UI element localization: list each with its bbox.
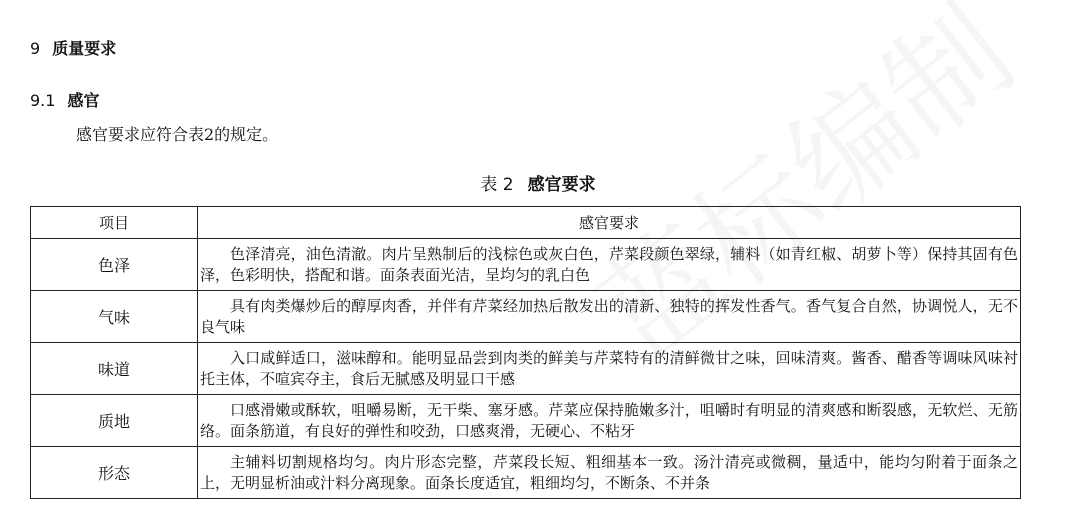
table-row	[31, 343, 1021, 395]
table-header-row	[31, 207, 1021, 239]
row-item-cell: 味道	[31, 343, 198, 395]
row-item-cell: 色泽	[31, 239, 198, 291]
row-desc-cell: 口感滑嫩或酥软，咀嚼易断，无干柴、塞牙感。芹菜应保持脆嫩多汁，咀嚼时有明显的清爽感和断裂感，无软烂、无筋络。面条筋道，有良好的弹性和咬劲，口感爽滑，无硬心、不粘牙	[198, 395, 1021, 447]
subsection-heading	[30, 88, 99, 111]
table-caption	[0, 170, 1076, 195]
table-caption-number: 表 2	[480, 175, 514, 195]
row-desc-cell: 主辅料切割规格均匀。肉片形态完整，芹菜段长短、粗细基本一致。汤汁清亮或微稠，量适中，能均匀附着于面条之上，无明显析油或汁料分离现象。面条长度适宜，粗细均匀，不断条、不并条	[198, 447, 1021, 499]
section-heading	[30, 36, 116, 59]
sensory-requirements-table	[30, 206, 1021, 499]
section-title: 质量要求	[52, 39, 117, 58]
table-row	[31, 291, 1021, 343]
row-desc-cell: 具有肉类爆炒后的醇厚肉香，并伴有芹菜经加热后散发出的清新、独特的挥发性香气。香气复合自然，协调悦人，无不良气味	[198, 291, 1021, 343]
row-item-cell: 形态	[31, 447, 198, 499]
row-desc-cell: 入口咸鲜适口，滋味醇和。能明显品尝到肉类的鲜美与芹菜特有的清鲜微甘之味，回味清爽。酱香、醋香等调味风味衬托主体，不喧宾夺主，食后无腻感及明显口干感	[198, 343, 1021, 395]
subsection-number: 9.1	[30, 91, 56, 110]
row-item-cell: 质地	[31, 395, 198, 447]
column-header-item: 项目	[31, 207, 198, 239]
table-row	[31, 447, 1021, 499]
table-row	[31, 239, 1021, 291]
column-header-requirement: 感官要求	[198, 207, 1021, 239]
row-desc-cell: 色泽清亮，油色清澈。肉片呈熟制后的浅棕色或灰白色，芹菜段颜色翠绿，辅料（如青红椒、胡萝卜等）保持其固有色泽，色彩明快，搭配和谐。面条表面光洁，呈均匀的乳白色	[198, 239, 1021, 291]
table-caption-title: 感官要求	[527, 175, 596, 195]
section-number: 9	[30, 39, 41, 58]
table-row	[31, 395, 1021, 447]
subsection-title: 感官	[67, 91, 100, 110]
row-item-cell: 气味	[31, 291, 198, 343]
body-paragraph: 感官要求应符合表2的规定。	[76, 125, 279, 144]
